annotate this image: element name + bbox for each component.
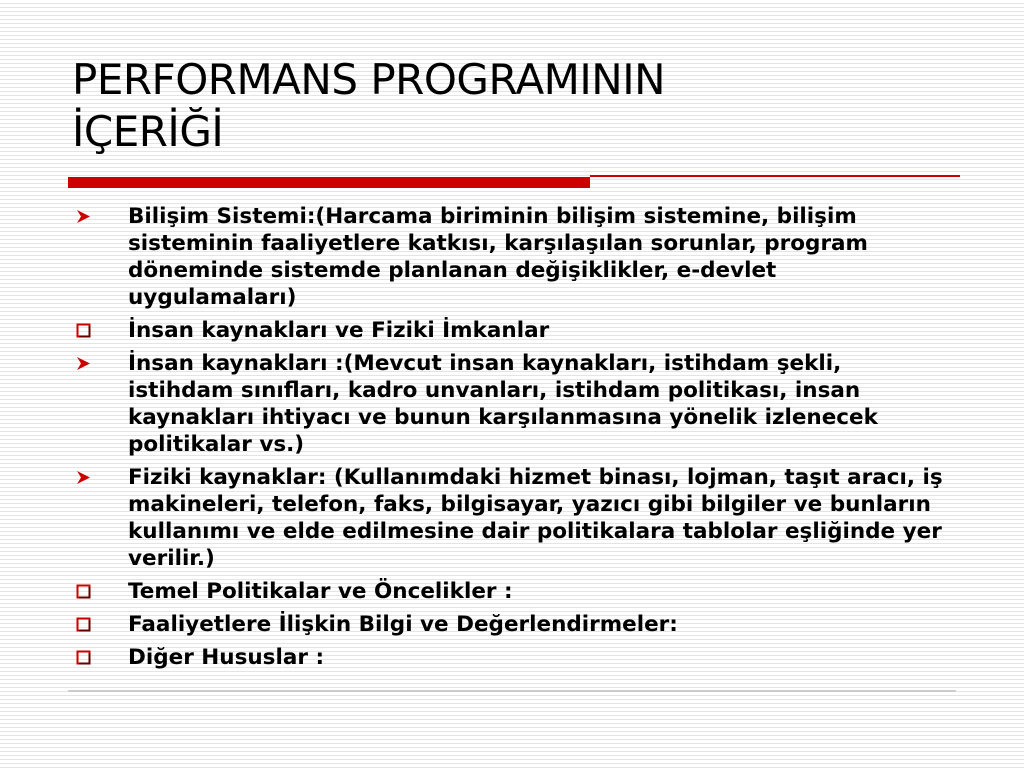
footer-divider [68,690,956,692]
arrow-icon [76,350,96,377]
list-item [70,350,950,458]
list-item-text: Diğer Hususlar : [128,645,325,670]
square-icon [76,317,96,344]
slide-title [72,54,952,158]
list-item-text: Faaliyetlere İlişkin Bilgi ve Değerlendirmeler: [128,612,678,637]
title-underline-thick [68,177,590,188]
list-item-text: Temel Politikalar ve Öncelikler : [128,579,513,604]
square-icon [76,611,96,638]
slide-title-line-1: PERFORMANS PROGRAMININ [72,55,666,104]
list-item [70,611,950,638]
list-item-text: İnsan kaynakları :(Mevcut insan kaynakları, istihdam şekli, istihdam sınıfları, kadro unvanları, istihdam politikası, insan kaynakları ihtiyacı ve bunun karşılanmasına yönelik izlenecek politikalar vs.) [128,351,878,457]
list-item [70,464,950,572]
list-item-text: İnsan kaynakları ve Fiziki İmkanlar [128,318,550,343]
square-icon [76,578,96,605]
arrow-icon [76,203,96,230]
list-item-text: Bilişim Sistemi:(Harcama biriminin bilişim sistemine, bilişim sisteminin faaliyetlere katkısı, karşılaşılan sorunlar, program döneminde sistemde planlanan değişiklikler, e-devlet uygulamaları) [128,204,868,310]
slide-title-line-2: İÇERİĞİ [72,107,224,156]
list-item-text: Fiziki kaynaklar: (Kullanımdaki hizmet binası, lojman, taşıt aracı, iş makineleri, telefon, faks, bilgisayar, yazıcı gibi bilgiler ve bunların kullanımı ve elde edilmesine dair politikalara tablolar eşliğinde yer verilir.) [128,465,943,571]
arrow-icon [76,464,96,491]
list-item [70,644,950,671]
bullet-list [70,203,950,677]
square-icon [76,644,96,671]
title-underline-thin [590,175,960,177]
list-item [70,578,950,605]
list-item [70,317,950,344]
list-item [70,203,950,311]
